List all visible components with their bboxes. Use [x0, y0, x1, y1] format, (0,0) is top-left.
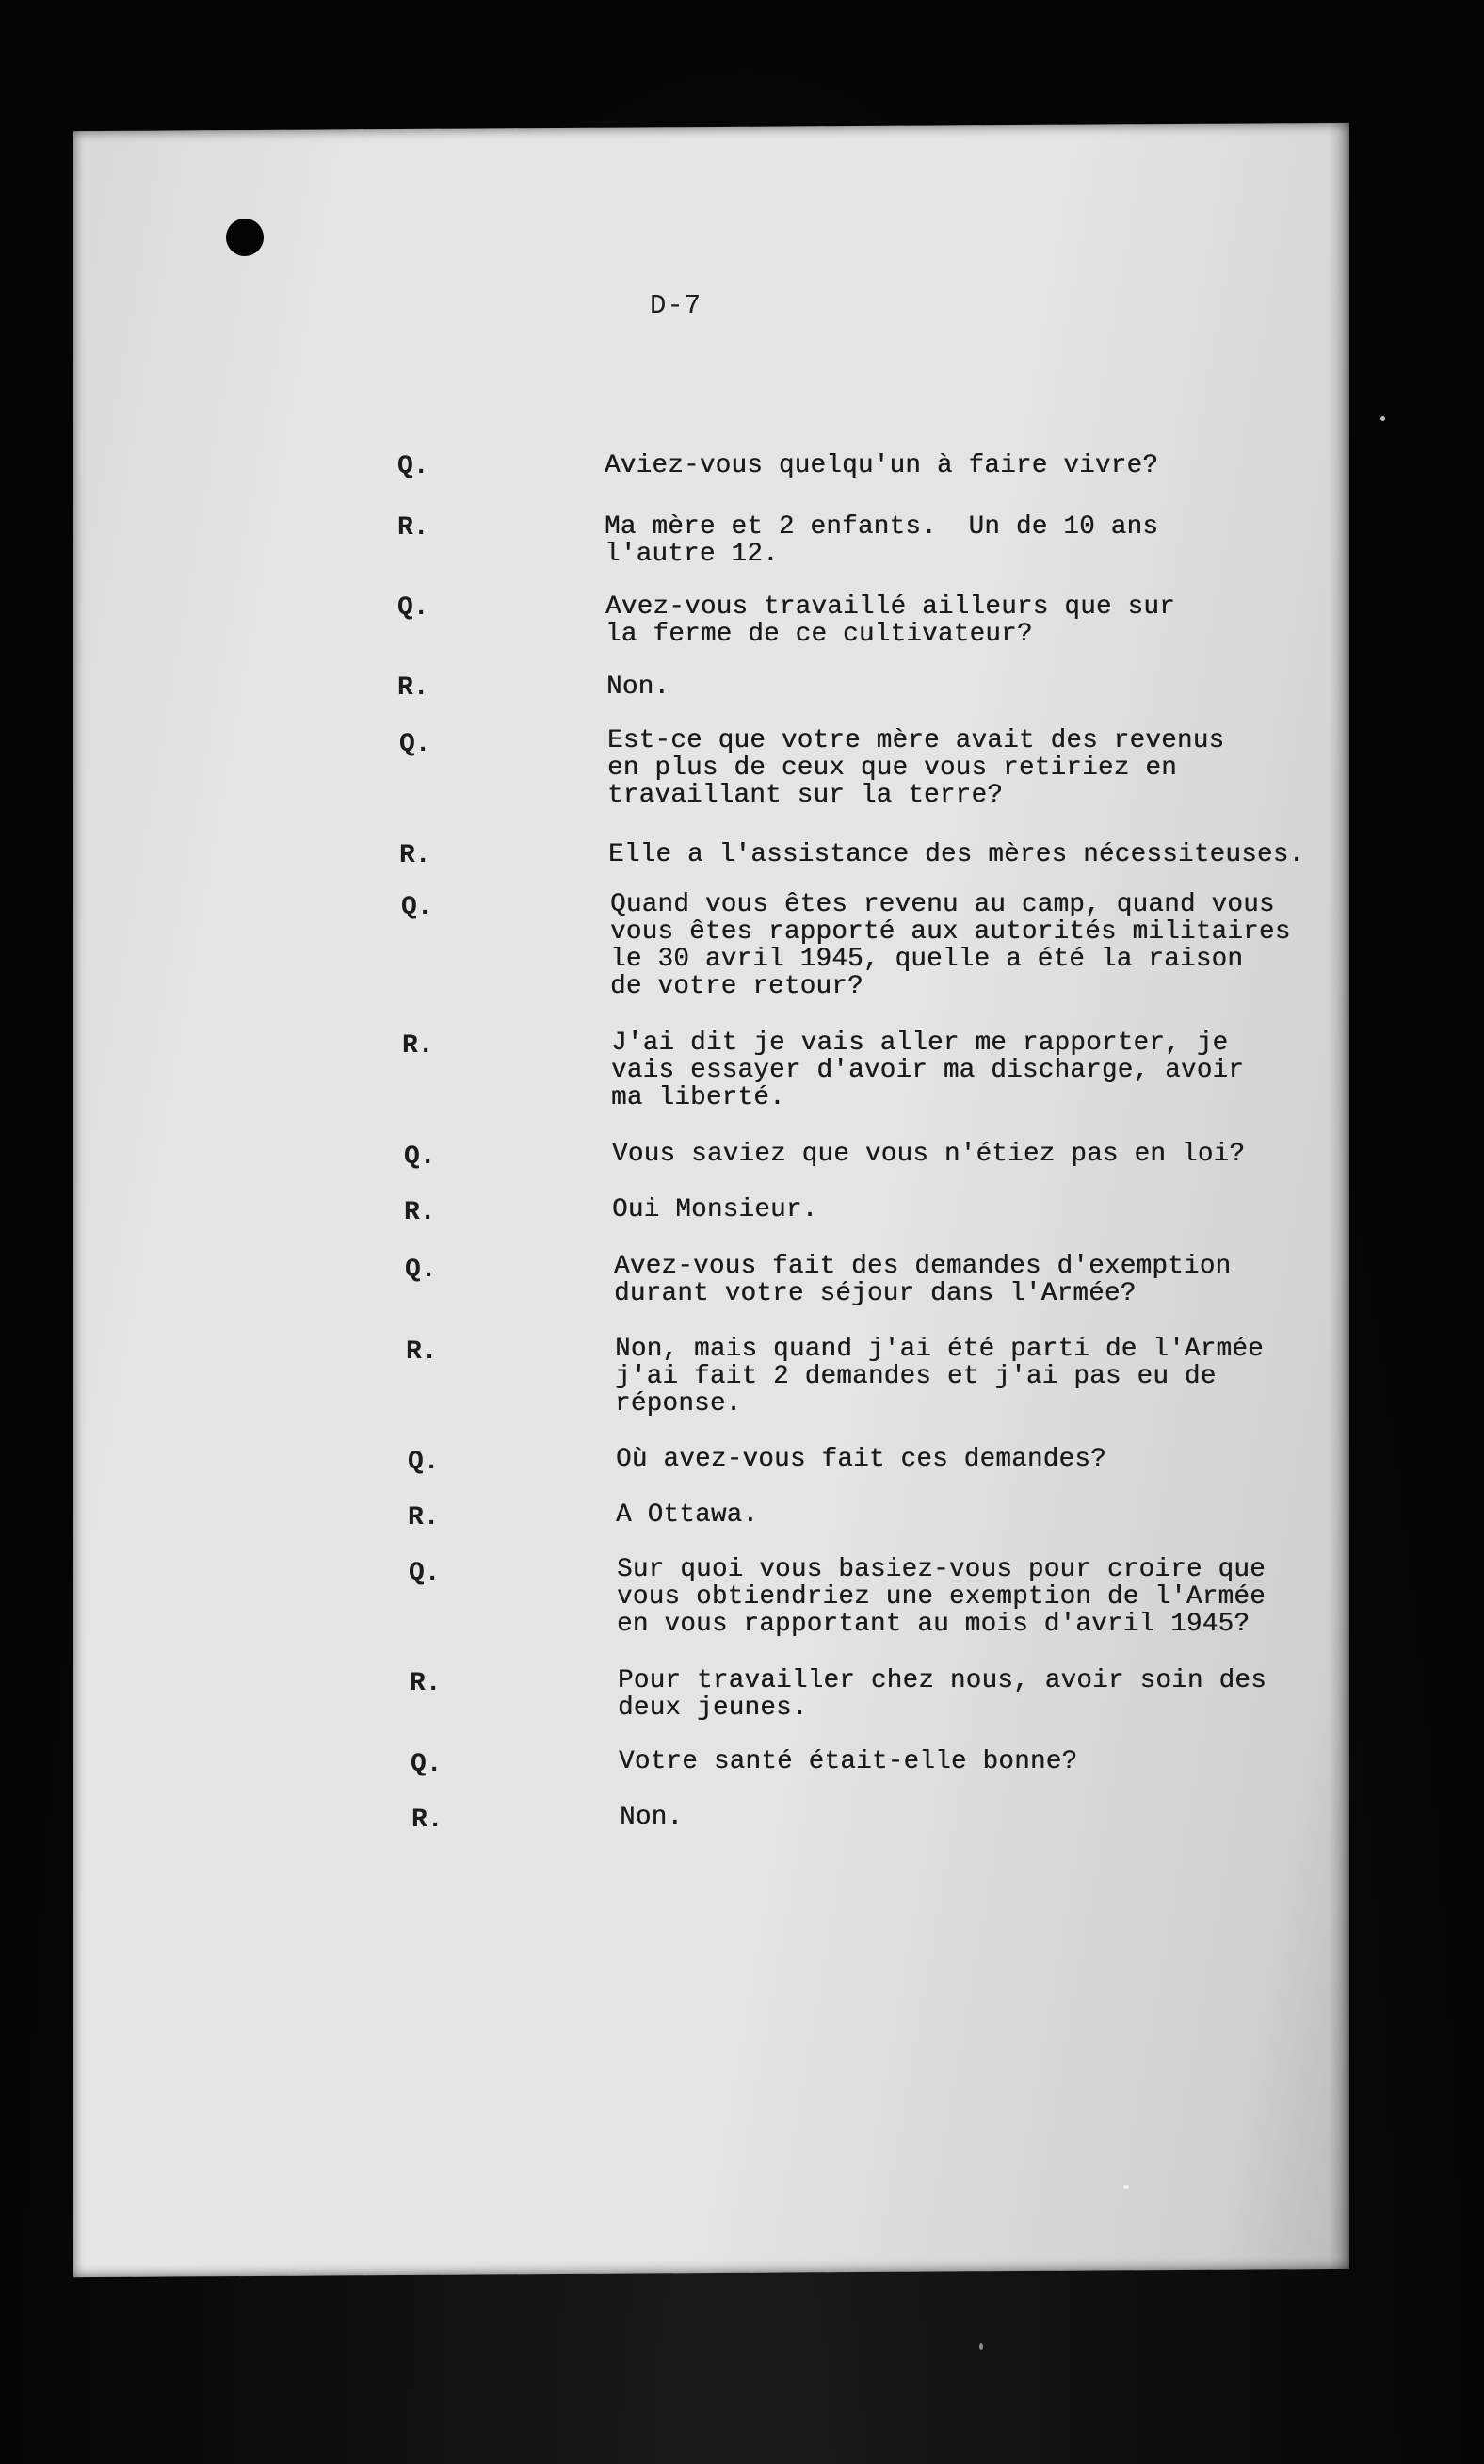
question-text: Aviez-vous quelqu'un à faire vivre?	[605, 451, 1159, 480]
speaker-label: Q.	[399, 730, 431, 759]
dust-speck	[1380, 416, 1385, 421]
answer-text: A Ottawa.	[616, 1500, 759, 1530]
answer-text: Ma mère et 2 enfants. Un de 10 ans l'autre 12.	[605, 512, 1159, 569]
speaker-label: R.	[397, 513, 429, 543]
speaker-label: R.	[397, 673, 429, 703]
answer-text: Pour travailler chez nous, avoir soin des deux jeunes.	[618, 1666, 1266, 1723]
speaker-label: Q.	[397, 452, 429, 481]
answer-text: Non.	[606, 673, 670, 702]
speaker-label: Q.	[401, 893, 433, 922]
question-text: Avez-vous fait des demandes d'exemption durant votre séjour dans l'Armée?	[614, 1252, 1232, 1308]
speaker-label: Q.	[409, 1559, 441, 1588]
question-text: Votre santé était-elle bonne?	[619, 1747, 1078, 1776]
question-text: Sur quoi vous basiez-vous pour croire que vous obtiendriez une exemption de l'Armée en vous rapportant au mois d'avril 1945?	[617, 1555, 1266, 1639]
speaker-label: R.	[404, 1198, 436, 1227]
question-text: Quand vous êtes revenu au camp, quand vous vous êtes rapporté aux autorités militaires le 30 avril 1945, quelle a été la raison de votre retour?	[610, 890, 1291, 1001]
answer-text: J'ai dit je vais aller me rapporter, je vais essayer d'avoir ma discharge, avoir ma liberté.	[611, 1029, 1245, 1112]
question-text: Où avez-vous fait ces demandes?	[616, 1445, 1106, 1474]
question-text: Est-ce que votre mère avait des revenus en plus de ceux que vous retiriez en travaillant sur la terre?	[607, 726, 1225, 810]
answer-text: Oui Monsieur.	[612, 1195, 818, 1224]
answer-text: Elle a l'assistance des mères nécessiteuses.	[608, 840, 1305, 869]
speaker-label: R.	[402, 1031, 434, 1061]
speaker-label: Q.	[404, 1143, 436, 1172]
question-text: Avez-vous travaillé ailleurs que sur la ferme de ce cultivateur?	[605, 592, 1175, 649]
speaker-label: Q.	[405, 1256, 437, 1285]
answer-text: Non, mais quand j'ai été parti de l'Armée j'ai fait 2 demandes et j'ai pas eu de réponse.	[615, 1335, 1264, 1418]
speaker-label: R.	[406, 1337, 438, 1367]
dust-speck	[979, 2343, 983, 2350]
question-text: Vous saviez que vous n'étiez pas en loi?	[612, 1140, 1246, 1169]
speaker-label: R.	[411, 1806, 444, 1835]
page-number: D-7	[650, 290, 702, 321]
speaker-label: R.	[399, 841, 431, 870]
dust-speck	[1123, 2185, 1129, 2189]
speaker-label: Q.	[408, 1448, 440, 1477]
speaker-label: R.	[408, 1503, 440, 1532]
speaker-label: Q.	[397, 593, 429, 623]
answer-text: Non.	[620, 1803, 684, 1832]
speaker-label: Q.	[411, 1750, 443, 1779]
speaker-label: R.	[410, 1669, 442, 1698]
